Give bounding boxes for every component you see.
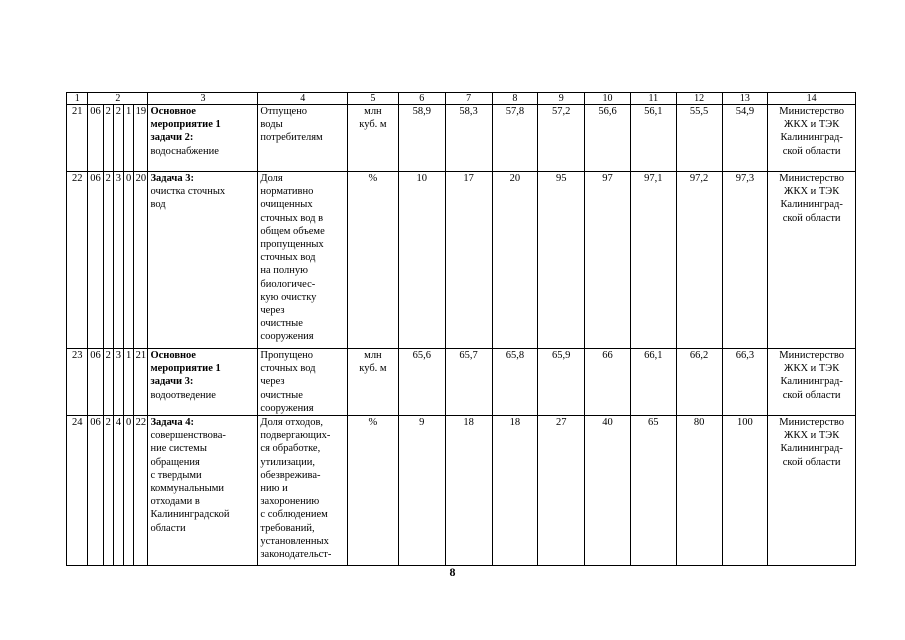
table-row [67, 172, 856, 349]
responsible-line: ской области [782, 212, 841, 224]
value-cell: 27 [538, 416, 585, 566]
code-cell: 2 [103, 105, 113, 172]
unit-cell [347, 105, 398, 172]
value-cell: 9 [398, 416, 445, 566]
value-cell: 65,8 [492, 349, 538, 416]
indicator-line: подвергающих- [260, 430, 331, 442]
code-cell: 19 [134, 105, 148, 172]
value-cell: 97 [585, 172, 631, 349]
row-number-cell: 24 [67, 416, 88, 566]
value-cell: 66,2 [676, 349, 722, 416]
responsible-line: Министерство [779, 106, 845, 117]
code-cell: 3 [113, 172, 123, 349]
responsible-line: Министерство [779, 417, 845, 429]
header-cell: 9 [538, 93, 585, 105]
responsible-line: ЖКХ и ТЭК [784, 430, 840, 442]
value-cell: 55,5 [676, 105, 722, 172]
code-cell: 2 [103, 349, 113, 416]
indicator-line: Отпущено [260, 106, 308, 117]
indicator-line: ся обработке, [260, 443, 321, 455]
responsible-line: ЖКХ и ТЭК [784, 119, 840, 131]
code-cell: 2 [113, 105, 123, 172]
responsible-line: Калининград- [780, 132, 843, 144]
task-name-cell [148, 416, 258, 566]
code-cell: 2 [103, 172, 113, 349]
indicator-line: Доля [260, 173, 283, 184]
responsible-cell [768, 105, 856, 172]
code-cell: 1 [123, 349, 133, 416]
header-cell: 11 [630, 93, 676, 105]
indicator-line: на полную [260, 265, 308, 277]
value-cell: 56,6 [585, 105, 631, 172]
indicator-line: через [260, 305, 285, 317]
value-cell: 65,9 [538, 349, 585, 416]
header-cell: 8 [492, 93, 538, 105]
name-plain-line: водоснабжение [150, 145, 219, 157]
indicator-line: потребителям [260, 132, 323, 144]
responsible-line: Министерство [779, 350, 845, 361]
code-cell: 06 [88, 172, 103, 349]
indicator-line: сооружения [260, 331, 314, 343]
code-cell: 21 [134, 349, 148, 416]
unit-cell [347, 172, 398, 349]
name-plain-line: совершенствова- [150, 430, 226, 442]
value-cell: 80 [676, 416, 722, 566]
header-cell: 4 [258, 93, 348, 105]
name-bold-line: Задача 4: [150, 417, 194, 429]
header-cell: 1 [67, 93, 88, 105]
indicator-line: Доля отходов, [260, 417, 324, 429]
responsible-cell [768, 416, 856, 566]
header-cell: 6 [398, 93, 445, 105]
indicator-line: пропущенных [260, 239, 324, 251]
table-row [67, 416, 856, 566]
name-bold-line: Задача 3: [150, 173, 194, 184]
name-plain-line: отходами в [150, 496, 200, 508]
header-cell: 13 [722, 93, 768, 105]
name-plain-line: Калининградской [150, 509, 230, 521]
code-cell: 06 [88, 349, 103, 416]
value-cell: 54,9 [722, 105, 768, 172]
unit-line: куб. м [359, 363, 387, 375]
responsible-line: ской области [782, 145, 841, 157]
responsible-line: ЖКХ и ТЭК [784, 363, 840, 375]
name-bold-line: Основное [150, 350, 196, 361]
value-cell: 95 [538, 172, 585, 349]
responsible-line: ской области [782, 456, 841, 468]
code-cell: 20 [134, 172, 148, 349]
code-cell: 2 [103, 416, 113, 566]
indicator-line: нию и [260, 483, 288, 495]
responsible-line: ЖКХ и ТЭК [784, 186, 840, 198]
value-cell: 57,8 [492, 105, 538, 172]
responsible-line: Калининград- [780, 443, 843, 455]
task-name-cell [148, 172, 258, 349]
responsible-line: ской области [782, 389, 841, 401]
code-cell: 4 [113, 416, 123, 566]
unit-line: млн [364, 350, 382, 361]
indicator-cell [258, 416, 348, 566]
name-bold-line: мероприятие 1 [150, 363, 221, 375]
unit-cell [347, 416, 398, 566]
indicator-line: очищенных [260, 199, 313, 211]
value-cell: 97,1 [630, 172, 676, 349]
unit-cell [347, 349, 398, 416]
header-cell: 3 [148, 93, 258, 105]
indicator-line: установленных [260, 535, 329, 547]
name-plain-line: ние системы [150, 443, 207, 455]
value-cell: 66,1 [630, 349, 676, 416]
responsible-line: Министерство [779, 173, 845, 184]
indicator-line: захоронению [260, 496, 320, 508]
value-cell: 40 [585, 416, 631, 566]
code-cell: 0 [123, 416, 133, 566]
name-plain-line: вод [150, 199, 166, 211]
indicator-line: общем объеме [260, 225, 325, 237]
value-cell: 58,9 [398, 105, 445, 172]
responsible-cell [768, 349, 856, 416]
column-number-row [67, 93, 856, 105]
name-bold-line: задачи 2: [150, 132, 194, 144]
indicator-line: сточных вод в [260, 212, 324, 224]
value-cell: 97,2 [676, 172, 722, 349]
unit-line: куб. м [359, 119, 387, 131]
value-cell: 66 [585, 349, 631, 416]
value-cell: 56,1 [630, 105, 676, 172]
code-cell: 06 [88, 105, 103, 172]
indicator-line: обезврежива- [260, 469, 321, 481]
table-row [67, 105, 856, 172]
indicator-line: кую очистку [260, 291, 317, 303]
code-cell: 1 [123, 105, 133, 172]
header-cell: 7 [445, 93, 492, 105]
header-cell: 10 [585, 93, 631, 105]
responsible-line: Калининград- [780, 199, 843, 211]
value-cell: 100 [722, 416, 768, 566]
code-cell: 3 [113, 349, 123, 416]
responsible-cell [768, 172, 856, 349]
code-cell: 0 [123, 172, 133, 349]
page-number: 8 [449, 565, 456, 579]
value-cell: 18 [445, 416, 492, 566]
unit-line: млн [364, 106, 382, 117]
row-number-cell: 21 [67, 105, 88, 172]
row-number-cell: 23 [67, 349, 88, 416]
name-plain-line: с твердыми [150, 469, 202, 481]
indicator-line: с соблюдением [260, 509, 328, 521]
task-name-cell [148, 105, 258, 172]
indicator-line: сточных вод [260, 363, 316, 375]
value-cell: 20 [492, 172, 538, 349]
table-row [67, 349, 856, 416]
task-name-cell [148, 349, 258, 416]
header-cell: 14 [768, 93, 856, 105]
row-number-cell: 22 [67, 172, 88, 349]
indicator-cell [258, 105, 348, 172]
header-cell: 5 [347, 93, 398, 105]
name-plain-line: коммунальными [150, 483, 224, 495]
indicator-line: Пропущено [260, 350, 313, 361]
indicator-line: законодательст- [260, 549, 332, 561]
indicator-line: воды [260, 119, 283, 131]
indicator-line: через [260, 376, 285, 388]
value-cell: 18 [492, 416, 538, 566]
value-cell: 65,7 [445, 349, 492, 416]
indicator-cell [258, 172, 348, 349]
code-cell: 06 [88, 416, 103, 566]
name-bold-line: мероприятие 1 [150, 119, 221, 131]
value-cell: 57,2 [538, 105, 585, 172]
name-plain-line: обращения [150, 456, 200, 468]
indicator-line: нормативно [260, 186, 314, 198]
indicator-line: очистные [260, 389, 303, 401]
name-plain-line: очистка сточных [150, 186, 226, 198]
responsible-line: Калининград- [780, 376, 843, 388]
indicator-cell [258, 349, 348, 416]
indicator-line: сооружения [260, 402, 314, 414]
indicator-line: очистные [260, 318, 303, 330]
value-cell: 66,3 [722, 349, 768, 416]
header-cell: 2 [88, 93, 148, 105]
value-cell: 65 [630, 416, 676, 566]
indicator-line: утилизации, [260, 456, 316, 468]
header-cell: 12 [676, 93, 722, 105]
value-cell: 17 [445, 172, 492, 349]
value-cell: 58,3 [445, 105, 492, 172]
name-bold-line: задачи 3: [150, 376, 194, 388]
indicator-line: биологичес- [260, 278, 316, 290]
name-plain-line: водоотведение [150, 389, 216, 401]
name-bold-line: Основное [150, 106, 196, 117]
unit-line: % [368, 417, 378, 429]
indicator-line: сточных вод [260, 252, 316, 264]
value-cell: 97,3 [722, 172, 768, 349]
name-plain-line: области [150, 522, 186, 534]
value-cell: 10 [398, 172, 445, 349]
unit-line: % [368, 173, 378, 184]
indicators-table [66, 92, 856, 566]
indicator-line: требований, [260, 522, 315, 534]
value-cell: 65,6 [398, 349, 445, 416]
code-cell: 22 [134, 416, 148, 566]
